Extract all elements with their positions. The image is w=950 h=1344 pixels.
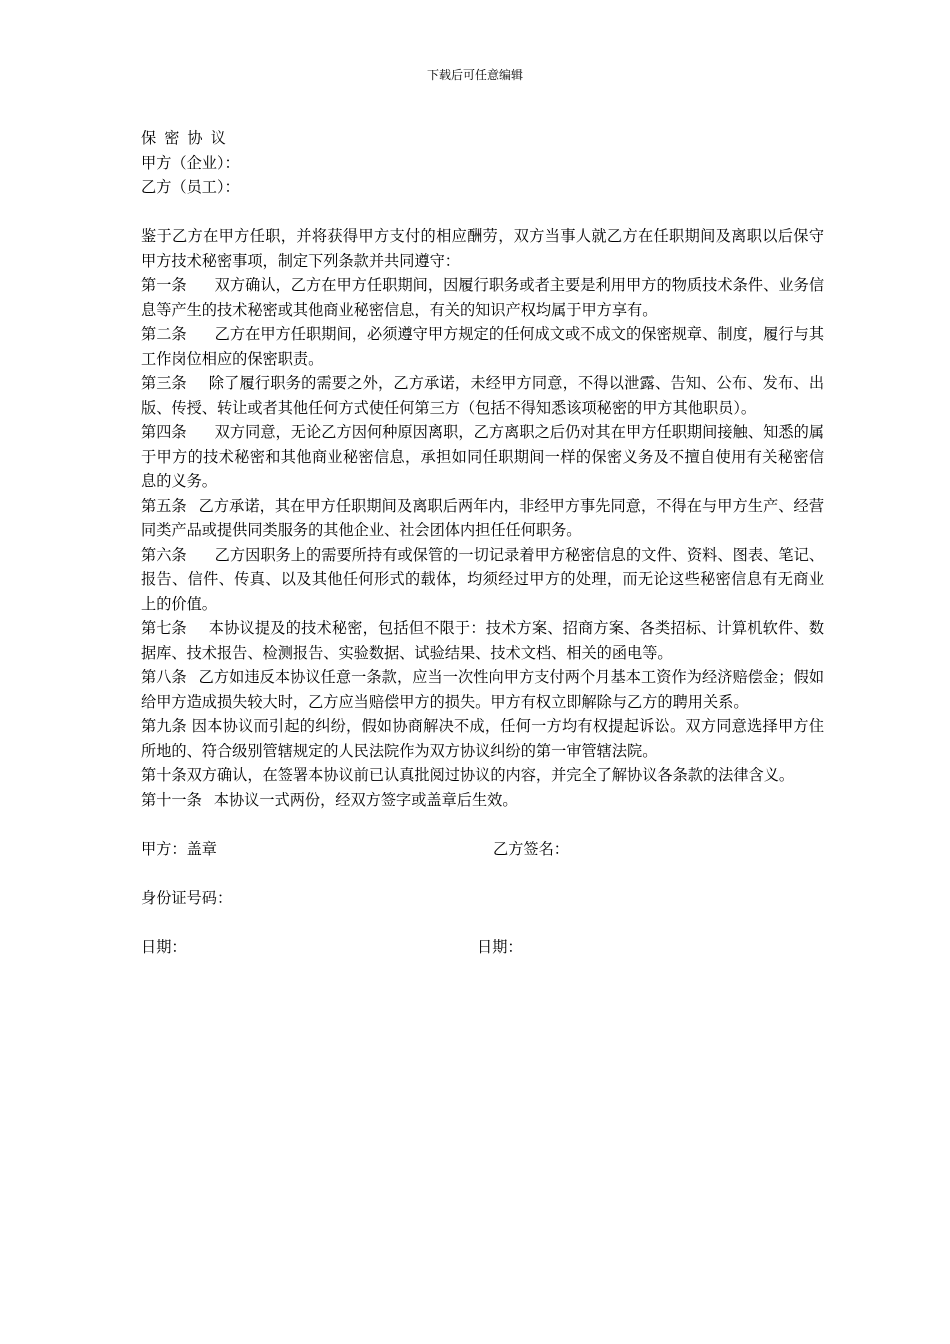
article-6 — [141, 543, 824, 617]
blank-line — [141, 910, 824, 935]
article-label: 第六条 — [141, 545, 187, 564]
article-label: 第十条 — [141, 766, 187, 784]
article-label: 第一条 — [141, 276, 187, 294]
article-label: 第十一条 — [141, 790, 202, 809]
article-text: 双方同意，无论乙方因何种原因离职，乙方离职之后仍对其在甲方任职期间接触、知悉的属于甲方的技术秘密和其他商业秘密信息，承担如同任职期间一样的保密义务及不擅自使用有关秘密信息的义务。 — [141, 423, 824, 490]
article-10 — [141, 763, 824, 788]
article-text: 双方确认，乙方在甲方任职期间，因履行职务或者主要是利用甲方的物质技术条件、业务信息等产生的技术秘密或其他商业秘密信息，有关的知识产权均属于甲方享有。 — [141, 276, 824, 319]
article-3 — [141, 371, 824, 420]
article-5 — [141, 494, 824, 543]
article-text: 双方确认，在签署本协议前已认真批阅过协议的内容，并完全了解协议各条款的法律含义。 — [186, 766, 795, 784]
id-row — [141, 886, 824, 911]
party-a-seal-label: 甲方：盖章 — [141, 839, 217, 858]
party-a-line: 甲方（企业）： — [141, 153, 240, 172]
page-header-note: 下载后可任意编辑 — [426, 68, 523, 82]
article-11 — [141, 788, 824, 813]
article-7 — [141, 616, 824, 665]
article-2 — [141, 322, 824, 371]
article-label: 第四条 — [141, 423, 187, 441]
article-text: 乙方承诺，其在甲方任职期间及离职后两年内，非经甲方事先同意，不得在与甲方生产、经营同类产品或提供同类服务的其他企业、社会团体内担任任何职务。 — [141, 496, 824, 539]
article-text: 除了履行职务的需要之外，乙方承诺，未经甲方同意，不得以泄露、告知、公布、发布、出版、传授、转让或者其他任何方式使任何第三方（包括不得知悉该项秘密的甲方其他职员）。 — [141, 374, 824, 417]
date-a-label: 日期： — [141, 937, 187, 956]
article-text: 乙方如违反本协议任意一条款，应当一次性向甲方支付两个月基本工资作为经济赔偿金；假如给甲方造成损失较大时，乙方应当赔偿甲方的损失。甲方有权立即解除与乙方的聘用关系。 — [141, 668, 824, 711]
id-number-label: 身份证号码： — [141, 888, 233, 907]
date-row — [141, 935, 824, 960]
party-b-sign-label: 乙方签名： — [493, 839, 569, 858]
article-label: 第八条 — [141, 668, 187, 686]
article-4 — [141, 420, 824, 494]
article-text: 本协议一式两份，经双方签字或盖章后生效。 — [213, 790, 518, 809]
article-1 — [141, 273, 824, 322]
article-text: 乙方因职务上的需要所持有或保管的一切记录着甲方秘密信息的文件、资料、图表、笔记、报告、信件、传真、以及其他任何形式的载体，均须经过甲方的处理，而无论这些秘密信息有无商业上的价值。 — [141, 545, 824, 613]
blank-line — [141, 861, 824, 886]
article-text: 因本协议而引起的纠纷，假如协商解决不成，任何一方均有权提起诉讼。双方同意选择甲方住所地的、符合级别管辖规定的人民法院作为双方协议纠纷的第一审管辖法院。 — [141, 717, 824, 760]
blank-line — [141, 812, 824, 837]
article-text: 本协议提及的技术秘密，包括但不限于：技术方案、招商方案、各类招标、计算机软件、数据库、技术报告、检测报告、实验数据、试验结果、技术文档、相关的函电等。 — [141, 619, 824, 662]
article-9 — [141, 714, 824, 763]
article-label: 第二条 — [141, 325, 187, 343]
preamble-paragraph: 鉴于乙方在甲方任职，并将获得甲方支付的相应酬劳，双方当事人就乙方在任职期间及离职以后保守甲方技术秘密事项，制定下列条款并共同遵守： — [141, 227, 824, 270]
article-label: 第七条 — [141, 619, 187, 637]
article-text: 乙方在甲方任职期间，必须遵守甲方规定的任何成文或不成文的保密规章、制度，履行与其工作岗位相应的保密职责。 — [141, 325, 824, 368]
article-label: 第三条 — [141, 374, 187, 392]
article-8 — [141, 665, 824, 714]
article-label: 第九条 — [141, 717, 187, 735]
blank-line — [141, 200, 824, 225]
signature-row — [141, 837, 824, 862]
document-title: 保密协议 — [141, 129, 234, 147]
party-b-line: 乙方（员工）： — [141, 178, 240, 196]
article-label: 第五条 — [141, 496, 187, 515]
date-b-label: 日期： — [477, 937, 523, 956]
agreement-document — [141, 126, 824, 959]
